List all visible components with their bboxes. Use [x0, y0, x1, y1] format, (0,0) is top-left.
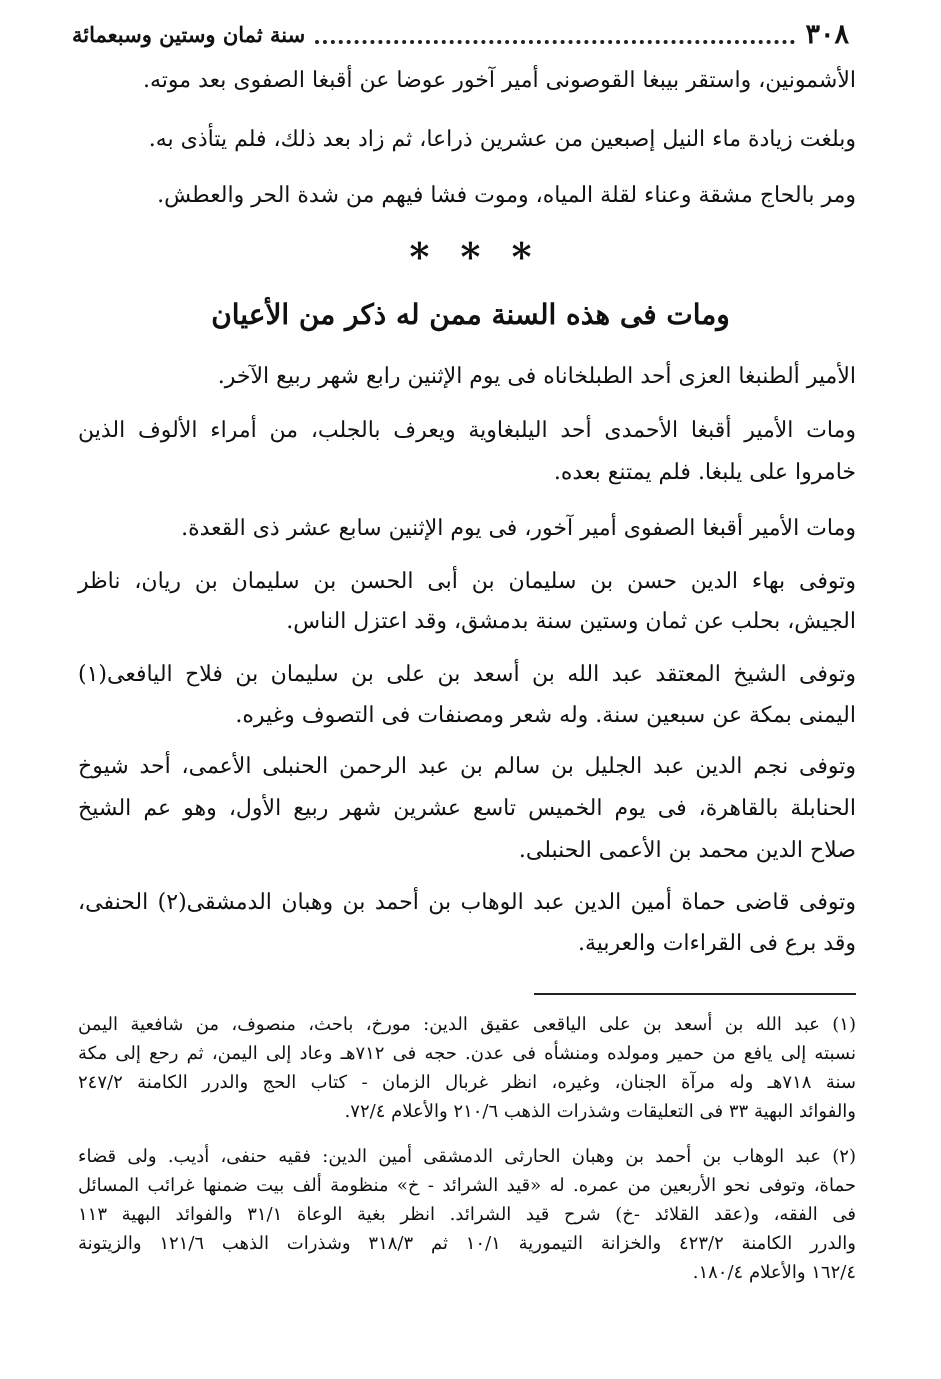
text-line: الأشمونين، واستقر بيبغا القوصونى أمير آخور عوضا عن أقبغا الصفوى بعد موته.: [143, 68, 856, 93]
footnote-line: ١٦٢/٤ والأعلام ١٨٠/٤.: [692, 1262, 856, 1283]
text-line: ومات الأمير أقبغا الصفوى أمير آخور، فى يوم الإثنين سابع عشر ذى القعدة.: [181, 516, 856, 541]
footnote-line: (٢) عبد الوهاب بن أحمد بن وهبان الحارثى الدمشقى أمين الدين: فقيه حنفى، أديب. ولى قضاء: [78, 1146, 856, 1167]
text-line: الأمير ألطنبغا العزى أحد الطبلخاناه فى يوم الإثنين رابع شهر ربيع الآخر.: [217, 364, 856, 389]
header-dot-leader: [315, 40, 795, 44]
text-line: الجيش، بحلب عن ثمان وستين سنة بدمشق، وقد اعتزل الناس.: [286, 609, 856, 634]
text-line: وتوفى الشيخ المعتقد عبد الله بن أسعد بن على بن سليمان بن فلاح اليافعى(١): [78, 662, 856, 687]
text-line: صلاح الدين محمد بن الأعمى الحنبلى.: [518, 838, 856, 863]
footnote-line: (١) عبد الله بن أسعد بن على الياقعى عقيق الدين: مورخ، باحث، منصوف، من شافعية اليمن: [78, 1014, 856, 1035]
footnote-line: نسبته إلى يافع من حمير ومولده ومنشأه فى عدن. حجه فى ٧١٢هـ وعاد إلى اليمن، ثم رحع إلى مكة: [78, 1043, 856, 1064]
text-line: وتوفى بهاء الدين حسن بن سليمان بن أبى الحسن بن سليمان بن ريان، ناظر: [78, 569, 856, 594]
section-heading: ومات فى هذه السنة ممن له ذكر من الأعيان: [211, 298, 730, 331]
text-line: الحنابلة بالقاهرة، فى يوم الخميس تاسع عشرين شهر ربيع الأول، وهو عم الشيخ: [78, 796, 856, 821]
footnote-line: حماة، وتوفى نحو الأربعين من عمره. له «قيد الشرائد - خ» منظومة ألف بيت ضمنها غرائب المسائل: [78, 1175, 856, 1196]
page-header: [72, 14, 849, 54]
text-line: وقد برع فى القراءات والعربية.: [577, 931, 856, 956]
footnote-line: سنة ٧١٨هـ وله مرآة الجنان، وغيره، انظر غربال الزمان - كتاب الحج والدرر الكامنة ٢٤٧/٢: [78, 1072, 856, 1093]
page-number: ٣٠٨: [805, 18, 849, 50]
footnote-line: والفوائد البهية ٣٣ فى التعليقات وشذرات الذهب ٢١٠/٦ والأعلام ٧٢/٤.: [344, 1101, 856, 1122]
running-title: سنة ثمان وستين وسبعمائة: [72, 21, 306, 47]
text-line: اليمنى بمكة عن سبعين سنة. وله شعر ومصنفات فى التصوف وغيره.: [235, 703, 856, 728]
text-line: وتوفى نجم الدين عبد الجليل بن سالم بن عبد الرحمن الحنبلى الأعمى، أحد شيوخ: [78, 754, 856, 779]
footnote-line: والدرر الكامنة ٤٢٣/٢ والخزانة التيمورية ١٠/١ ثم ٣١٨/٣ وشذرات الذهب ١٢١/٦ والزيتونة: [78, 1233, 856, 1254]
section-separator: * * *: [409, 234, 532, 279]
text-line: وتوفى قاضى حماة أمين الدين عبد الوهاب بن أحمد بن وهبان الدمشقى(٢) الحنفى،: [78, 890, 856, 915]
text-line: ومات الأمير أقبغا الأحمدى أحد اليلبغاوية ويعرف بالجلب، من أمراء الألوف الذين: [78, 418, 856, 443]
text-line: ومر بالحاج مشقة وعناء لقلة المياه، وموت فشا فيهم من شدة الحر والعطش.: [157, 183, 856, 208]
text-line: وبلغت زيادة ماء النيل إصبعين من عشرين ذراعا، ثم زاد بعد ذلك، فلم يتأذى به.: [148, 127, 856, 152]
footnote-divider: [534, 993, 856, 995]
footnote-line: فى الفقه، و(عقد القلائد -خ) شرح قيد الشرائد. انظر بغية الوعاة ٣١/١ والفوائد البهية ١١٣: [78, 1204, 856, 1225]
text-line: خامروا على يلبغا. فلم يمتنع بعده.: [553, 460, 856, 485]
